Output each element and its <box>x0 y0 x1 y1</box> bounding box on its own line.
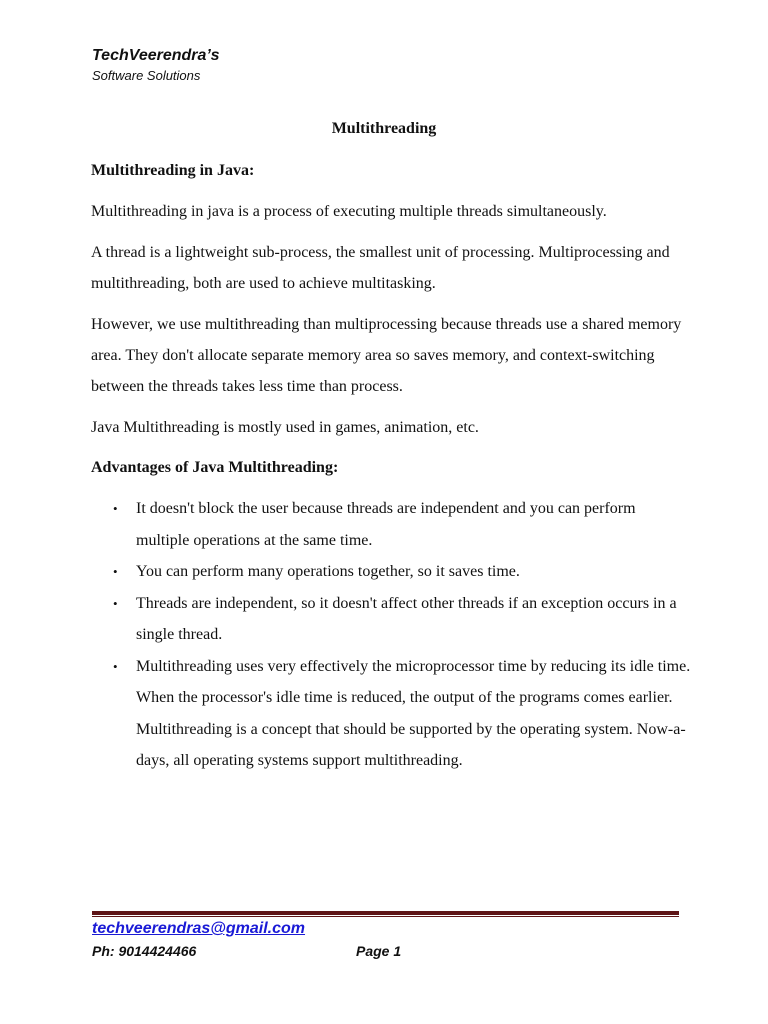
page-number: Page 1 <box>356 943 402 959</box>
list-item-text: It doesn't block the user because threads are independent and you can perform multiple operations at the same time. <box>136 500 636 549</box>
letterhead <box>92 46 219 84</box>
section-heading-advantages: Advantages of Java Multithreading: <box>91 459 339 476</box>
section-heading-multithreading-java: Multithreading in Java: <box>91 162 255 179</box>
brand-name: TechVeerendra’s <box>92 47 220 64</box>
paragraph: Multithreading in java is a process of executing multiple threads simultaneously. <box>91 203 607 220</box>
list-item <box>91 556 691 588</box>
bullet-icon: • <box>113 564 118 579</box>
footer-divider-thick <box>92 911 679 915</box>
list-item <box>91 651 691 777</box>
brand-tagline: Software Solutions <box>92 68 201 83</box>
bullet-icon: • <box>113 501 118 516</box>
paragraph: A thread is a lightweight sub-process, the smallest unit of processing. Multiprocessing and multithreading, both are used to achieve multitasking. <box>91 244 670 292</box>
footer-divider <box>92 911 679 918</box>
bullet-icon: • <box>113 595 118 611</box>
list-item-text: Threads are independent, so it doesn't affect other threads if an exception occurs in a single thread. <box>136 594 677 643</box>
list-item-text: Multithreading uses very effectively the microprocessor time by reducing its idle time. When the processor's idle time is reduced, the output of the programs comes earlier. Multithreading is a concept that should be supported by the operating system. Now-a-days, all operating systems support multithreading. <box>136 657 691 769</box>
footer-divider-thin <box>92 916 679 917</box>
paragraph: Java Multithreading is mostly used in games, animation, etc. <box>91 419 479 436</box>
document-title: Multithreading <box>331 120 437 137</box>
list-item <box>91 588 691 651</box>
document-body <box>91 156 691 777</box>
list-item <box>91 493 691 556</box>
phone-number: Ph: 9014424466 <box>92 943 197 959</box>
list-item-text: You can perform many operations together, so it saves time. <box>136 563 520 580</box>
email-link[interactable]: techveerendras@gmail.com <box>92 920 306 937</box>
paragraph: However, we use multithreading than multiprocessing because threads use a shared memory area. They don't allocate separate memory area so saves memory, and context-switching between the threads takes less time than process. <box>91 316 682 395</box>
bullet-icon: • <box>113 658 118 674</box>
advantages-list <box>91 493 691 777</box>
